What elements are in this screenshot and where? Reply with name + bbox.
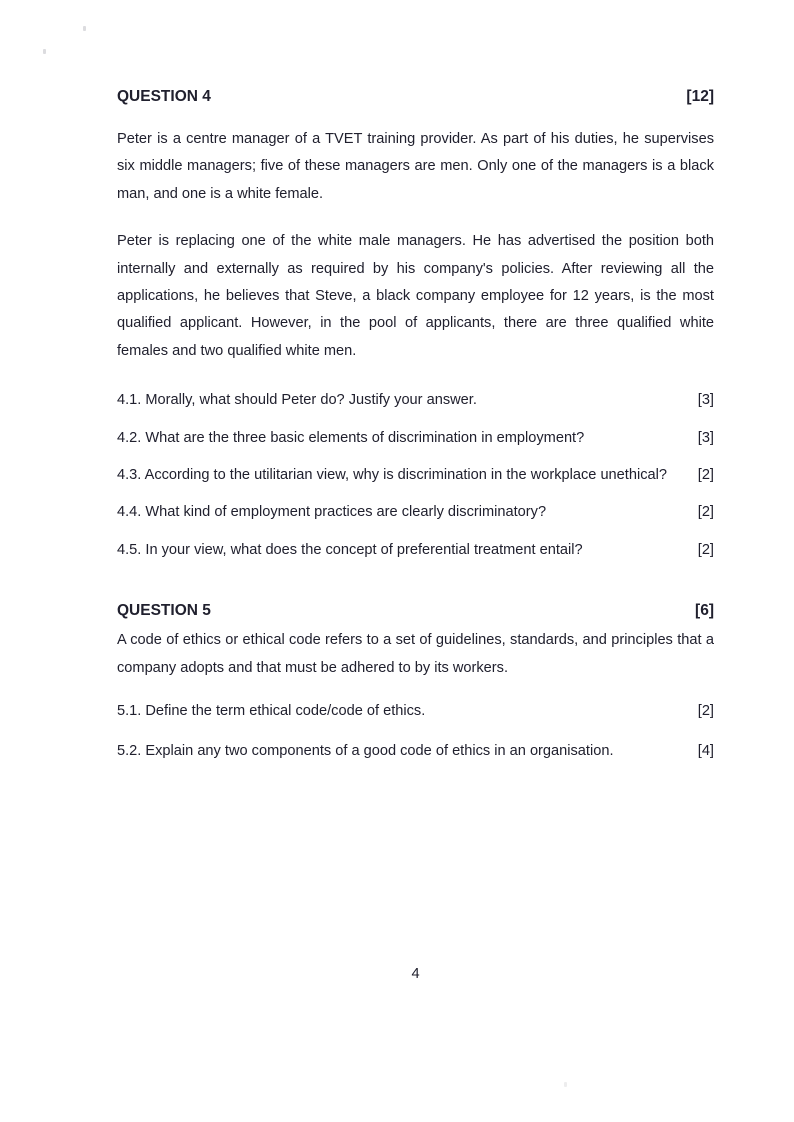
question-4-paragraph-1: Peter is a centre manager of a TVET training provider. As part of his duties, he supervises six middle managers; five of these managers are men. Only one of the managers is a black man, and one is a white female. bbox=[117, 131, 714, 202]
question-item-marks: [2] bbox=[697, 467, 714, 484]
question-5-title: QUESTION 5 bbox=[117, 602, 211, 620]
question-4-total-marks: [12] bbox=[686, 88, 714, 105]
question-item-4-3 bbox=[117, 462, 714, 489]
question-item-marks: [3] bbox=[697, 429, 714, 446]
question-item-5-1 bbox=[117, 698, 714, 725]
page-number: 4 bbox=[411, 966, 420, 982]
question-4-items bbox=[117, 387, 714, 564]
question-4-section bbox=[117, 88, 714, 564]
question-item-text: 5.2. Explain any two components of a good code of ethics in an organisation. bbox=[117, 742, 614, 759]
question-item-text: 4.2. What are the three basic elements of discrimination in employment? bbox=[117, 429, 585, 446]
scan-artifact bbox=[83, 26, 86, 31]
question-item-4-1 bbox=[117, 387, 714, 414]
question-item-text: 4.5. In your view, what does the concept of preferential treatment entail? bbox=[117, 541, 583, 558]
question-item-4-4 bbox=[117, 499, 714, 526]
scan-artifact bbox=[43, 49, 46, 54]
question-item-marks: [2] bbox=[697, 703, 714, 720]
page-content bbox=[117, 88, 714, 777]
question-item-4-2 bbox=[117, 425, 714, 452]
question-5-total-marks: [6] bbox=[695, 602, 714, 620]
question-5-paragraph-1: A code of ethics or ethical code refers to a set of guidelines, standards, and principles that a company adopts and that must be adhered to by its workers. bbox=[117, 632, 714, 676]
question-item-text: 5.1. Define the term ethical code/code of ethics. bbox=[117, 703, 426, 720]
question-item-text: 4.3. According to the utilitarian view, why is discrimination in the workplace unethical? bbox=[117, 467, 667, 484]
question-5-items bbox=[117, 698, 714, 765]
question-4-title: QUESTION 4 bbox=[117, 88, 211, 105]
question-item-text: 4.4. What kind of employment practices are clearly discriminatory? bbox=[117, 504, 547, 521]
scan-artifact bbox=[564, 1082, 567, 1087]
question-item-marks: [4] bbox=[697, 742, 714, 759]
question-item-marks: [2] bbox=[697, 541, 714, 558]
question-item-marks: [2] bbox=[697, 504, 714, 521]
question-item-5-2 bbox=[117, 738, 714, 765]
question-item-marks: [3] bbox=[697, 392, 714, 409]
question-item-4-5 bbox=[117, 537, 714, 564]
question-4-paragraph-2: Peter is replacing one of the white male managers. He has advertised the position both internally and externally as required by his company's policies. After reviewing all the applications, he believes that Steve, a black company employee for 12 years, is the most qualified applicant. However, in the pool of applicants, there are three qualified white females and two qualified white men. bbox=[117, 233, 714, 359]
question-5-section bbox=[117, 602, 714, 765]
question-5-header bbox=[117, 602, 714, 620]
question-4-header bbox=[117, 88, 714, 106]
question-item-text: 4.1. Morally, what should Peter do? Justify your answer. bbox=[117, 392, 477, 409]
